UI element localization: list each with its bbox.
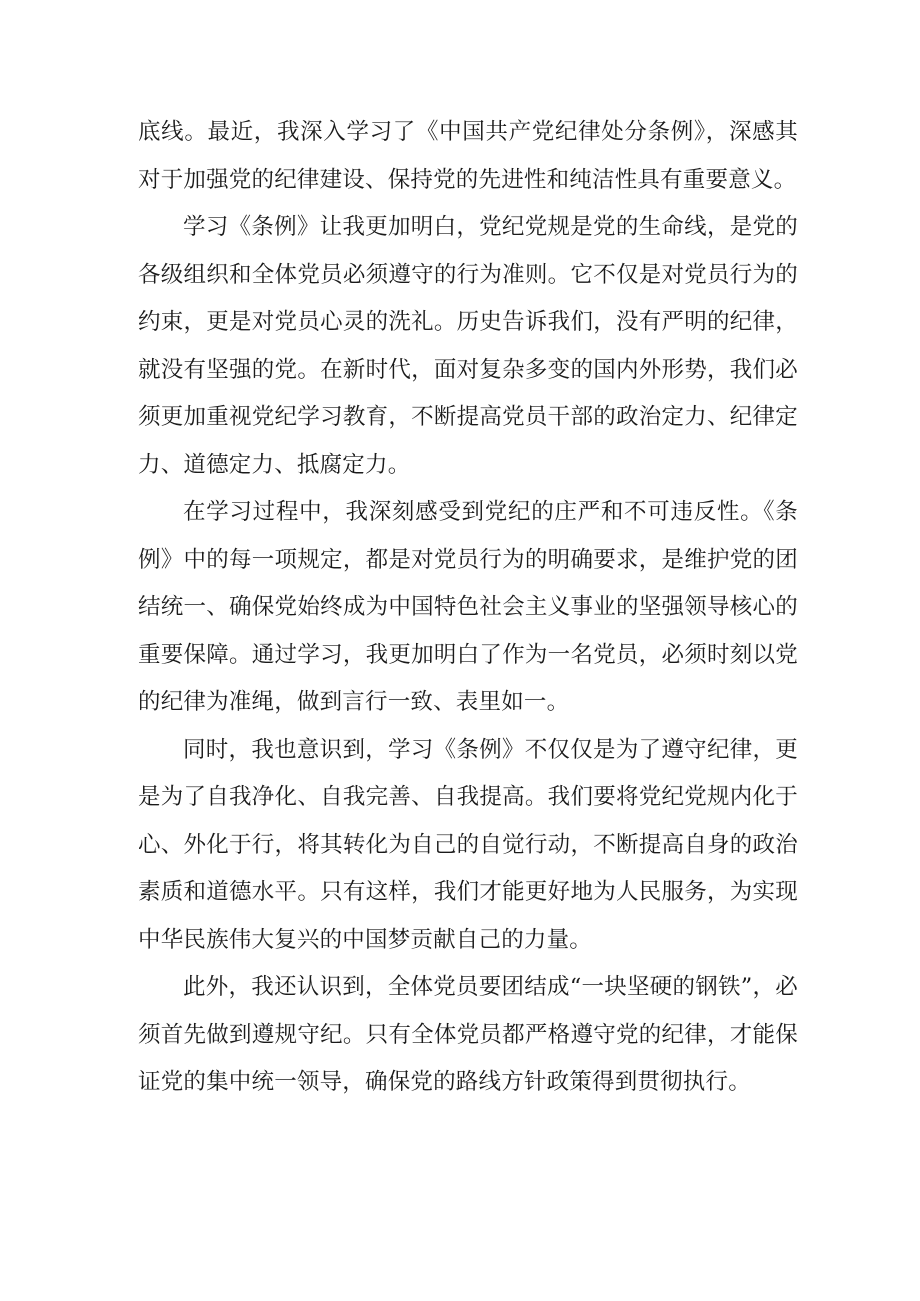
paragraph-unity-discipline: 此外，我还认识到，全体党员要团结成“一块坚硬的钢铁”，必须首先做到遵规守纪。只有全体党员都严格遵守党的纪律，才能保证党的集中统一领导，确保党的路线方针政策得到贯彻执行。	[138, 974, 798, 1095]
paragraph-continuation: 底线。最近，我深入学习了《中国共产党纪律处分条例》，深感其对于加强党的纪律建设、保持党的先进性和纯洁性具有重要意义。	[138, 119, 798, 193]
document-body	[138, 109, 798, 1107]
paragraph-learning-process: 在学习过程中，我深刻感受到党纪的庄严和不可违反性。《条例》中的每一项规定，都是对党员行为的明确要求，是维护党的团结统一、确保党始终成为中国特色社会主义事业的坚强领导核心的重要保障。通过学习，我更加明白了作为一名党员，必须时刻以党的纪律为准绳，做到言行一致、表里如一。	[138, 499, 798, 715]
paragraph-study-regulations: 学习《条例》让我更加明白，党纪党规是党的生命线，是党的各级组织和全体党员必须遵守的行为准则。它不仅是对党员行为的约束，更是对党员心灵的洗礼。历史告诉我们，没有严明的纪律，就没有坚强的党。在新时代，面对复杂多变的国内外形势，我们必须更加重视党纪学习教育，不断提高党员干部的政治定力、纪律定力、道德定力、抵腐定力。	[138, 214, 798, 478]
paragraph-self-improvement: 同时，我也意识到，学习《条例》不仅仅是为了遵守纪律，更是为了自我净化、自我完善、自我提高。我们要将党纪党规内化于心、外化于行，将其转化为自己的自觉行动，不断提高自身的政治素质和道德水平。只有这样，我们才能更好地为人民服务，为实现中华民族伟大复兴的中国梦贡献自己的力量。	[138, 736, 798, 953]
